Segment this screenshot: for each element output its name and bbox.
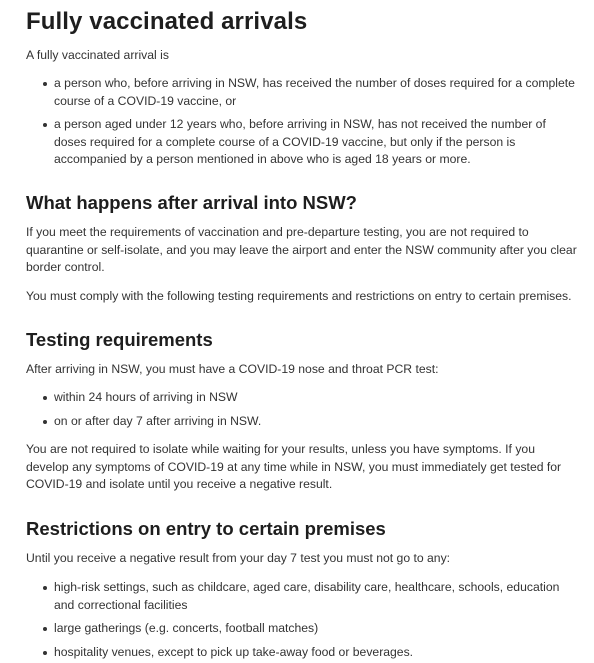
list-item: high-risk settings, such as childcare, aged care, disability care, healthcare, schools, education and correctional facilities — [26, 579, 580, 614]
section-heading: Testing requirements — [26, 329, 213, 350]
intro-section — [26, 47, 580, 65]
restrictions-list — [26, 579, 580, 661]
paragraph: You must comply with the following testing requirements and restrictions on entry to certain premises. — [26, 289, 572, 303]
after-arrival-section — [26, 190, 580, 216]
list-item: a person who, before arriving in NSW, has received the number of doses required for a complete course of a COVID-19 vaccine, or — [26, 75, 580, 110]
intro-text: A fully vaccinated arrival is — [26, 48, 169, 62]
definition-list-section — [26, 75, 580, 169]
list-item: within 24 hours of arriving in NSW — [26, 389, 580, 407]
testing-section — [26, 327, 580, 353]
title-section — [26, 6, 580, 38]
testing-list — [26, 389, 580, 430]
after-arrival-body — [26, 224, 580, 277]
paragraph: After arriving in NSW, you must have a COVID-19 nose and throat PCR test: — [26, 362, 439, 376]
definition-list — [26, 75, 580, 169]
restrictions-intro-section — [26, 550, 580, 568]
paragraph: Until you receive a negative result from your day 7 test you must not go to any: — [26, 551, 451, 565]
restrictions-section — [26, 516, 580, 542]
list-item: hospitality venues, except to pick up take-away food or beverages. — [26, 644, 580, 662]
list-item: on or after day 7 after arriving in NSW. — [26, 413, 580, 431]
list-item: a person aged under 12 years who, before arriving in NSW, has not received the number of doses required for a complete course of a COVID-19 vaccine, but only if the person is accompanied by a person mentioned in above who is aged 18 years or more. — [26, 116, 580, 169]
testing-para-section — [26, 441, 580, 494]
section-heading: What happens after arrival into NSW? — [26, 192, 357, 213]
testing-intro-section — [26, 361, 580, 379]
after-arrival-body-2 — [26, 288, 580, 306]
paragraph: You are not required to isolate while waiting for your results, unless you have symptoms. If you develop any symptoms of COVID-19 at any time while in NSW, you must immediately get tested for COVID-19 and isolate until you receive a negative result. — [26, 442, 562, 491]
list-item: large gatherings (e.g. concerts, football matches) — [26, 620, 580, 638]
paragraph: If you meet the requirements of vaccination and pre-departure testing, you are not required to quarantine or self-isolate, and you may leave the airport and enter the NSW community after you clear border control. — [26, 225, 577, 274]
page-title: Fully vaccinated arrivals — [26, 8, 308, 35]
section-heading: Restrictions on entry to certain premises — [26, 518, 386, 539]
restrictions-list-section — [26, 579, 580, 661]
testing-list-section — [26, 389, 580, 430]
